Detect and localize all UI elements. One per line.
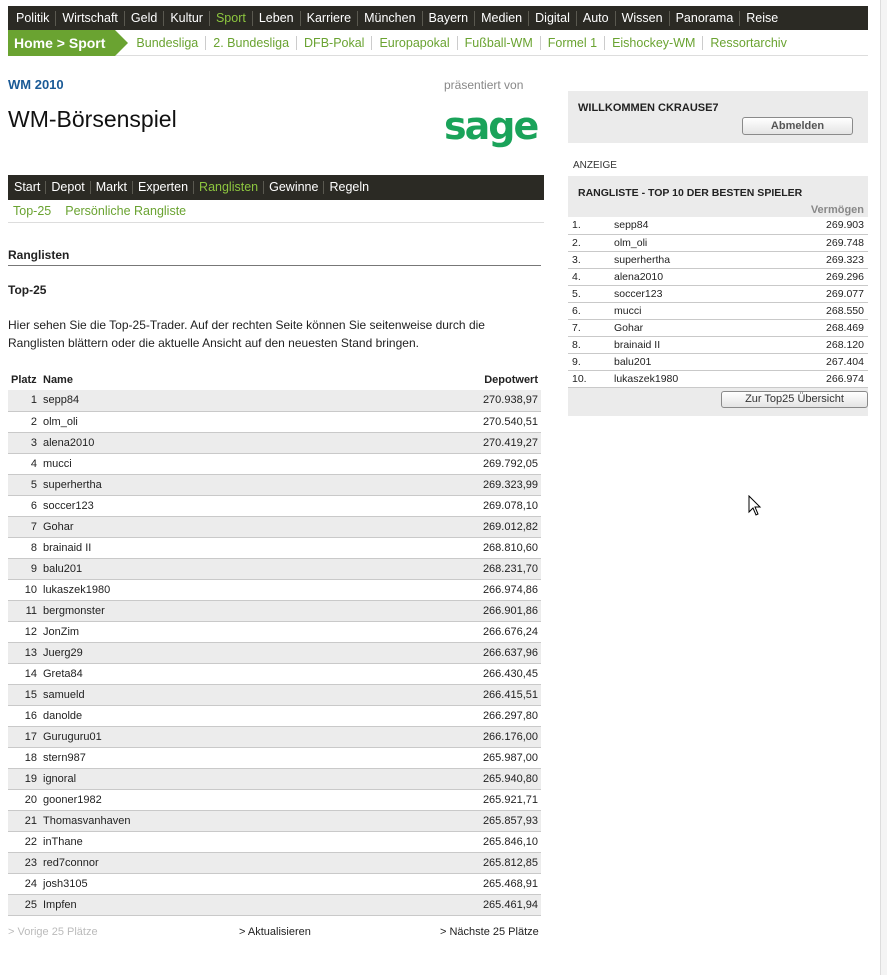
rank-cell: 21 [8, 810, 40, 831]
game-tab-start[interactable]: Start [9, 181, 46, 194]
top10-rank-cell: 1. [568, 217, 610, 234]
player-name-cell: stern987 [40, 747, 343, 768]
top10-table [568, 217, 868, 388]
depot-value-cell: 265.846,10 [343, 831, 541, 852]
top10-row [568, 234, 868, 251]
rank-cell: 12 [8, 621, 40, 642]
top10-rank-cell: 2. [568, 234, 610, 251]
top10-value-cell: 266.974 [768, 370, 868, 387]
topnav-item-politik[interactable]: Politik [10, 11, 56, 26]
rank-cell: 9 [8, 558, 40, 579]
topnav-item-munchen[interactable]: München [358, 11, 422, 26]
rank-cell: 10 [8, 579, 40, 600]
table-row [8, 558, 541, 579]
player-name-cell: danolde [40, 705, 343, 726]
top10-value-cell: 269.748 [768, 234, 868, 251]
subnav-item-ressortarchiv[interactable]: Ressortarchiv [710, 35, 787, 50]
player-name-cell: sepp84 [40, 390, 343, 411]
player-name-cell: red7connor [40, 852, 343, 873]
player-name-cell: Gohar [40, 516, 343, 537]
player-name-cell: inThane [40, 831, 343, 852]
player-name-cell: Guruguru01 [40, 726, 343, 747]
depot-value-cell: 266.176,00 [343, 726, 541, 747]
welcome-box [568, 91, 868, 143]
depot-value-cell: 266.637,96 [343, 642, 541, 663]
rank-cell: 6 [8, 495, 40, 516]
page-overline: WM 2010 [8, 77, 64, 92]
table-row [8, 495, 541, 516]
rank-cell: 14 [8, 663, 40, 684]
topnav-item-medien[interactable]: Medien [475, 11, 529, 26]
player-name-cell: Greta84 [40, 663, 343, 684]
topnav-item-sport[interactable]: Sport [210, 11, 253, 26]
table-row [8, 621, 541, 642]
top10-value-cell: 269.323 [768, 251, 868, 268]
player-name-cell: Juerg29 [40, 642, 343, 663]
table-row [8, 390, 541, 411]
depot-value-cell: 265.468,91 [343, 873, 541, 894]
rank-cell: 5 [8, 474, 40, 495]
table-row [8, 726, 541, 747]
player-name-cell: Impfen [40, 894, 343, 915]
topnav-item-geld[interactable]: Geld [125, 11, 164, 26]
top10-name-cell: lukaszek1980 [610, 370, 768, 387]
subnav-item-europapokal[interactable]: Europapokal [372, 36, 457, 50]
top10-row [568, 319, 868, 336]
top10-value-cell: 268.469 [768, 319, 868, 336]
subheading: Top-25 [8, 283, 47, 297]
top10-rank-cell: 10. [568, 370, 610, 387]
next-page-link[interactable]: > Nächste 25 Plätze [440, 926, 539, 938]
ad-label: ANZEIGE [573, 160, 617, 171]
rank-cell: 20 [8, 789, 40, 810]
top10-name-cell: mucci [610, 302, 768, 319]
rank-cell: 24 [8, 873, 40, 894]
topnav-item-karriere[interactable]: Karriere [301, 11, 358, 26]
depot-value-cell: 270.419,27 [343, 432, 541, 453]
top10-row [568, 353, 868, 370]
subnav-item-eishockey-wm[interactable]: Eishockey-WM [605, 36, 703, 50]
player-name-cell: Thomasvanhaven [40, 810, 343, 831]
top10-rank-cell: 9. [568, 353, 610, 370]
topnav-item-wissen[interactable]: Wissen [616, 11, 670, 26]
table-row [8, 663, 541, 684]
scrollbar[interactable] [880, 0, 887, 975]
table-row [8, 789, 541, 810]
game-tab-markt[interactable]: Markt [91, 181, 133, 194]
player-name-cell: lukaszek1980 [40, 579, 343, 600]
depot-value-cell: 268.810,60 [343, 537, 541, 558]
table-row [8, 537, 541, 558]
sponsor-logo[interactable]: sage [444, 104, 538, 148]
depot-value-cell: 266.974,86 [343, 579, 541, 600]
table-row [8, 411, 541, 432]
top10-rank-cell: 6. [568, 302, 610, 319]
top10-row [568, 217, 868, 234]
game-tab-experten[interactable]: Experten [133, 181, 194, 194]
table-row [8, 894, 541, 915]
depot-value-cell: 270.938,97 [343, 390, 541, 411]
depot-value-cell: 265.461,94 [343, 894, 541, 915]
top10-value-header: Vermögen [810, 204, 864, 216]
top10-rank-cell: 5. [568, 285, 610, 302]
depot-value-cell: 266.430,45 [343, 663, 541, 684]
breadcrumb[interactable]: Home > Sport [8, 30, 115, 56]
top10-row [568, 268, 868, 285]
player-name-cell: JonZim [40, 621, 343, 642]
depot-value-cell: 266.297,80 [343, 705, 541, 726]
player-name-cell: balu201 [40, 558, 343, 579]
game-navigation [8, 175, 544, 200]
game-tab-gewinne[interactable]: Gewinne [264, 181, 324, 194]
player-name-cell: josh3105 [40, 873, 343, 894]
logout-button[interactable]: Abmelden [742, 117, 853, 135]
topnav-item-reise[interactable]: Reise [746, 10, 779, 25]
top10-name-cell: balu201 [610, 353, 768, 370]
subnav-item-bundesliga[interactable]: Bundesliga [129, 36, 206, 50]
rank-cell: 1 [8, 390, 40, 411]
topnav-item-kultur[interactable]: Kultur [164, 11, 210, 26]
top10-name-cell: sepp84 [610, 217, 768, 234]
depot-value-cell: 265.812,85 [343, 852, 541, 873]
column-header-depotwert: Depotwert [484, 374, 538, 386]
player-name-cell: ignoral [40, 768, 343, 789]
table-row [8, 453, 541, 474]
rank-cell: 3 [8, 432, 40, 453]
rank-cell: 2 [8, 411, 40, 432]
game-subtab-top-25[interactable]: Top-25 [13, 204, 52, 218]
top10-row [568, 285, 868, 302]
column-header-platz: Platz [11, 374, 37, 386]
rank-cell: 7 [8, 516, 40, 537]
top10-rank-cell: 3. [568, 251, 610, 268]
rank-cell: 18 [8, 747, 40, 768]
rank-cell: 22 [8, 831, 40, 852]
table-row [8, 831, 541, 852]
subnav-item-dfb-pokal[interactable]: DFB-Pokal [297, 36, 372, 50]
top10-value-cell: 268.550 [768, 302, 868, 319]
game-tab-ranglisten[interactable]: Ranglisten [194, 181, 264, 194]
table-row [8, 579, 541, 600]
depot-value-cell: 266.901,86 [343, 600, 541, 621]
table-row [8, 768, 541, 789]
ranking-table [8, 370, 541, 916]
depot-value-cell: 266.676,24 [343, 621, 541, 642]
mouse-cursor-icon [748, 495, 762, 517]
player-name-cell: samueld [40, 684, 343, 705]
rank-cell: 11 [8, 600, 40, 621]
depot-value-cell: 265.987,00 [343, 747, 541, 768]
rank-cell: 17 [8, 726, 40, 747]
table-row [8, 705, 541, 726]
table-row [8, 810, 541, 831]
table-row [8, 474, 541, 495]
subnav-item-formel-1[interactable]: Formel 1 [541, 36, 605, 50]
depot-value-cell: 268.231,70 [343, 558, 541, 579]
rank-cell: 13 [8, 642, 40, 663]
table-row [8, 642, 541, 663]
top10-value-cell: 268.120 [768, 336, 868, 353]
rank-cell: 4 [8, 453, 40, 474]
top10-name-cell: brainaid II [610, 336, 768, 353]
top10-rank-cell: 8. [568, 336, 610, 353]
player-name-cell: soccer123 [40, 495, 343, 516]
rank-cell: 8 [8, 537, 40, 558]
table-header-row [8, 370, 541, 390]
top10-value-cell: 267.404 [768, 353, 868, 370]
table-row [8, 432, 541, 453]
game-sub-navigation [8, 200, 544, 223]
presented-by-label: präsentiert von [444, 78, 524, 92]
player-name-cell: olm_oli [40, 411, 343, 432]
top10-value-cell: 269.077 [768, 285, 868, 302]
depot-value-cell: 269.078,10 [343, 495, 541, 516]
player-name-cell: bergmonster [40, 600, 343, 621]
top10-value-cell: 269.903 [768, 217, 868, 234]
player-name-cell: brainaid II [40, 537, 343, 558]
top10-name-cell: superhertha [610, 251, 768, 268]
subnav-item-2-bundesliga[interactable]: 2. Bundesliga [206, 36, 297, 50]
depot-value-cell: 265.940,80 [343, 768, 541, 789]
rank-cell: 19 [8, 768, 40, 789]
top10-row [568, 370, 868, 387]
game-tab-regeln[interactable]: Regeln [329, 180, 370, 194]
top10-value-cell: 269.296 [768, 268, 868, 285]
rank-cell: 25 [8, 894, 40, 915]
table-row [8, 600, 541, 621]
topnav-item-digital[interactable]: Digital [529, 11, 577, 26]
rank-cell: 15 [8, 684, 40, 705]
table-row [8, 516, 541, 537]
topnav-item-bayern[interactable]: Bayern [423, 11, 476, 26]
topnav-item-panorama[interactable]: Panorama [670, 11, 741, 26]
table-row [8, 747, 541, 768]
top10-name-cell: Gohar [610, 319, 768, 336]
top10-row [568, 251, 868, 268]
topnav-item-leben[interactable]: Leben [253, 11, 301, 26]
previous-page-link: > Vorige 25 Plätze [8, 926, 98, 938]
top10-rank-cell: 7. [568, 319, 610, 336]
top10-title: RANGLISTE - TOP 10 DER BESTEN SPIELER [578, 187, 803, 199]
topnav-item-wirtschaft[interactable]: Wirtschaft [56, 11, 125, 26]
top10-rank-cell: 4. [568, 268, 610, 285]
top10-row [568, 336, 868, 353]
topnav-item-auto[interactable]: Auto [577, 11, 616, 26]
game-subtab-personliche-rangliste[interactable]: Persönliche Rangliste [65, 204, 187, 218]
depot-value-cell: 266.415,51 [343, 684, 541, 705]
depot-value-cell: 265.921,71 [343, 789, 541, 810]
column-header-name: Name [43, 374, 73, 386]
player-name-cell: mucci [40, 453, 343, 474]
sub-navigation [8, 30, 868, 56]
subnav-item-fu-ball-wm[interactable]: Fußball-WM [458, 36, 541, 50]
table-row [8, 873, 541, 894]
refresh-link[interactable]: > Aktualisieren [239, 926, 311, 938]
depot-value-cell: 265.857,93 [343, 810, 541, 831]
table-row [8, 852, 541, 873]
game-tab-depot[interactable]: Depot [46, 181, 90, 194]
welcome-title: WILLKOMMEN CKRAUSE7 [578, 102, 719, 114]
top10-row [568, 302, 868, 319]
depot-value-cell: 270.540,51 [343, 411, 541, 432]
intro-text: Hier sehen Sie die Top-25-Trader. Auf der rechten Seite können Sie seitenweise durch die Ranglisten blättern oder die aktuelle Ansicht auf den neuesten Stand bringen. [8, 318, 485, 350]
section-title: Ranglisten [8, 248, 541, 266]
page-title: WM-Börsenspiel [8, 106, 177, 132]
player-name-cell: alena2010 [40, 432, 343, 453]
rank-cell: 16 [8, 705, 40, 726]
top10-name-cell: olm_oli [610, 234, 768, 251]
top10-box [568, 176, 868, 416]
top25-overview-button[interactable]: Zur Top25 Übersicht [721, 391, 868, 408]
table-row [8, 684, 541, 705]
top-navigation [8, 6, 868, 30]
depot-value-cell: 269.012,82 [343, 516, 541, 537]
player-name-cell: gooner1982 [40, 789, 343, 810]
rank-cell: 23 [8, 852, 40, 873]
top10-name-cell: alena2010 [610, 268, 768, 285]
depot-value-cell: 269.323,99 [343, 474, 541, 495]
depot-value-cell: 269.792,05 [343, 453, 541, 474]
top10-name-cell: soccer123 [610, 285, 768, 302]
player-name-cell: superhertha [40, 474, 343, 495]
